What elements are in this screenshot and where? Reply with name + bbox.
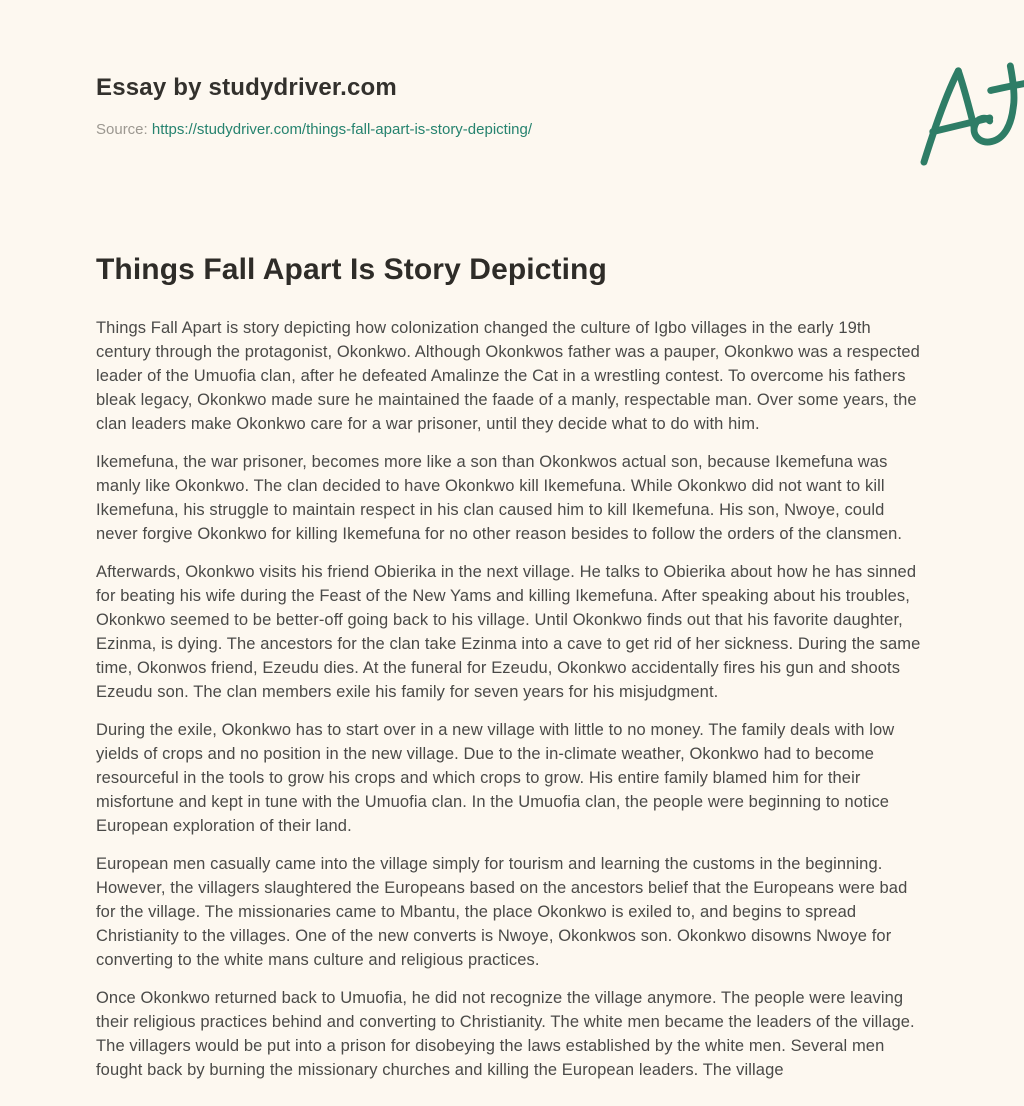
essay-paragraph: Things Fall Apart is story depicting how colonization changed the culture of Igbo villages in the early 19th century through the protagonist, Okonkwo. Although Okonkwos father was a pauper, Okonkwo was a respected leader of the Umuofia clan, after he defeated Amalinze the Cat in a wrestling contest. To overcome his fathers bleak legacy, Okonkwo made sure he maintained the faade of a manly, respectable man. Over some years, the clan leaders make Okonkwo care for a war prisoner, until they decide what to do with him.: [96, 319, 920, 433]
essay-paragraph: During the exile, Okonkwo has to start over in a new village with little to no money. The family deals with low yields of crops and no position in the new village. Due to the in-climate weather, Okonkwo had to become resourceful in the tools to grow his crops and which crops to grow. His entire family blamed him for their misfortune and kept in tune with the Umuofia clan. In the Umuofia clan, the people were beginning to notice European exploration of their land.: [96, 721, 895, 835]
source-link[interactable]: https://studydriver.com/things-fall-apart-is-story-depicting/: [151, 121, 533, 138]
essay-title: Things Fall Apart Is Story Depicting: [96, 253, 607, 286]
essay-by-heading: Essay by studydriver.com: [96, 74, 397, 101]
source-line: [96, 120, 928, 140]
essay-paragraph: Once Okonkwo returned back to Umuofia, he did not recognize the village anymore. The people were leaving their religious practices behind and converting to Christianity. The white men became the leaders of the village. The villagers would be put into a prison for disobeying the laws established by the white men. Several men fought back by burning the missionary churches and killing the European leaders. The village: [96, 989, 915, 1079]
source-label: Source:: [96, 121, 148, 138]
essay-paragraph: European men casually came into the village simply for tourism and learning the customs in the beginning. However, the villagers slaughtered the Europeans based on the ancestors belief that the Europeans were bad for the village. The missionaries came to Mbantu, the place Okonkwo is exiled to, and begins to spread Christianity to the villages. One of the new converts is Nwoye, Okonkwos son. Okonkwo disowns Nwoye for converting to the white mans culture and religious practices.: [96, 855, 908, 969]
essay-body: [96, 316, 928, 1082]
essay-paragraph: Afterwards, Okonkwo visits his friend Obierika in the next village. He talks to Obierika about how he has sinned for beating his wife during the Feast of the New Yams and killing Ikemefuna. After speaking about his troubles, Okonkwo seemed to be better-off going back to his village. Until Okonkwo finds out that his favorite daughter, Ezinma, is dying. The ancestors for the clan take Ezinma into a cave to get rid of her sickness. During the same time, Okonwos friend, Ezeudu dies. At the funeral for Ezeudu, Okonkwo accidentally fires his gun and shoots Ezeudu son. The clan members exile his family for seven years for his misjudgment.: [96, 563, 921, 701]
a-plus-logo-icon: [916, 62, 1024, 168]
essay-paragraph: Ikemefuna, the war prisoner, becomes more like a son than Okonkwos actual son, because Ikemefuna was manly like Okonkwo. The clan decided to have Okonkwo kill Ikemefuna. While Okonkwo did not want to kill Ikemefuna, his struggle to maintain respect in his clan caused him to kill Ikemefuna. His son, Nwoye, could never forgive Okonkwo for killing Ikemefuna for no other reason besides to follow the orders of the clansmen.: [96, 453, 903, 543]
page-header: [96, 0, 928, 140]
